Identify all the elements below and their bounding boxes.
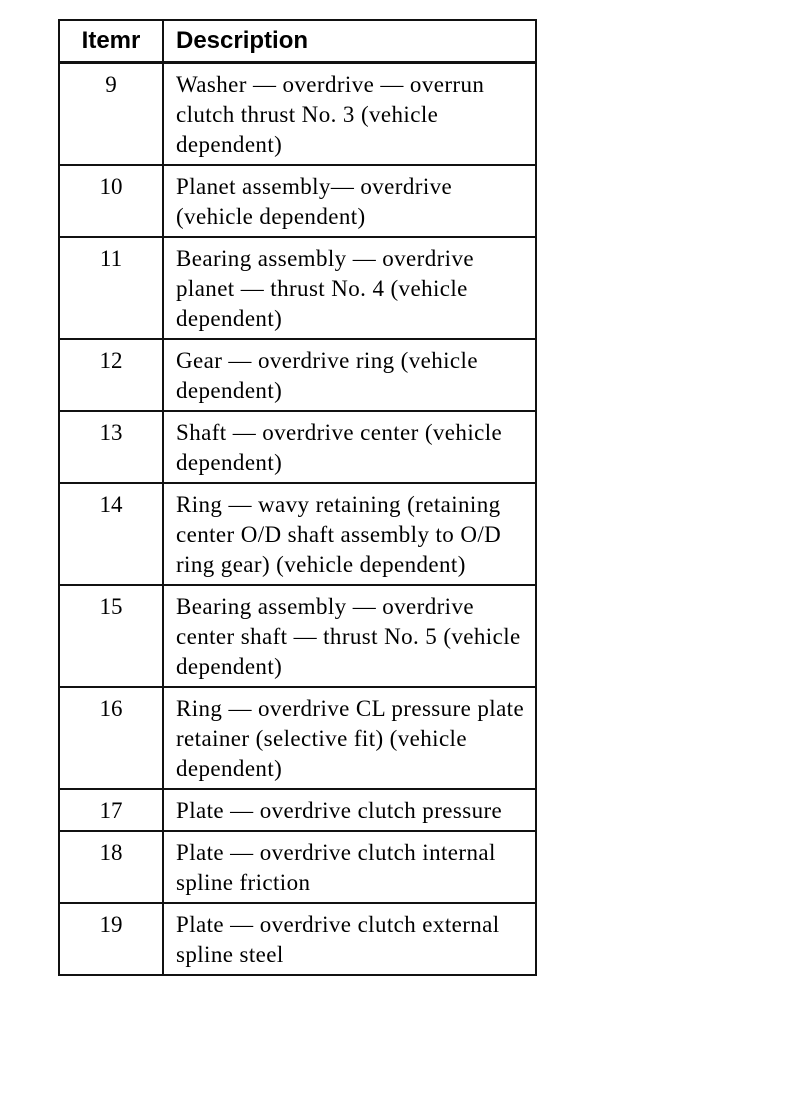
table-row <box>59 831 536 903</box>
table-row <box>59 903 536 975</box>
item-description: Ring — wavy retaining (retaining center O/D shaft assembly to O/D ring gear) (vehicle dependent) <box>163 483 536 585</box>
item-number: 9 <box>59 63 163 166</box>
item-description: Plate — overdrive clutch external spline steel <box>163 903 536 975</box>
table-row <box>59 483 536 585</box>
item-description: Plate — overdrive clutch pressure <box>163 789 536 831</box>
table-row <box>59 339 536 411</box>
table-row <box>59 165 536 237</box>
table-row <box>59 411 536 483</box>
item-number: 16 <box>59 687 163 789</box>
item-description: Bearing assembly — overdrive center shaft — thrust No. 5 (vehicle dependent) <box>163 585 536 687</box>
header-row <box>59 20 536 63</box>
table-row <box>59 687 536 789</box>
item-number: 13 <box>59 411 163 483</box>
item-description: Gear — overdrive ring (vehicle dependent) <box>163 339 536 411</box>
table-row <box>59 585 536 687</box>
table-row <box>59 237 536 339</box>
item-description: Planet assembly— overdrive (vehicle dependent) <box>163 165 536 237</box>
item-number: 11 <box>59 237 163 339</box>
item-number: 15 <box>59 585 163 687</box>
item-column-header: Itemr <box>59 20 163 63</box>
item-number: 19 <box>59 903 163 975</box>
description-column-header: Description <box>163 20 536 63</box>
item-description: Shaft — overdrive center (vehicle dependent) <box>163 411 536 483</box>
item-number: 10 <box>59 165 163 237</box>
item-description: Plate — overdrive clutch internal spline friction <box>163 831 536 903</box>
item-description: Ring — overdrive CL pressure plate retainer (selective fit) (vehicle dependent) <box>163 687 536 789</box>
parts-table <box>58 19 537 976</box>
item-number: 12 <box>59 339 163 411</box>
item-number: 17 <box>59 789 163 831</box>
item-description: Washer — overdrive — overrun clutch thrust No. 3 (vehicle dependent) <box>163 63 536 166</box>
item-description: Bearing assembly — overdrive planet — thrust No. 4 (vehicle dependent) <box>163 237 536 339</box>
item-number: 14 <box>59 483 163 585</box>
item-number: 18 <box>59 831 163 903</box>
table-row <box>59 63 536 166</box>
table-row <box>59 789 536 831</box>
